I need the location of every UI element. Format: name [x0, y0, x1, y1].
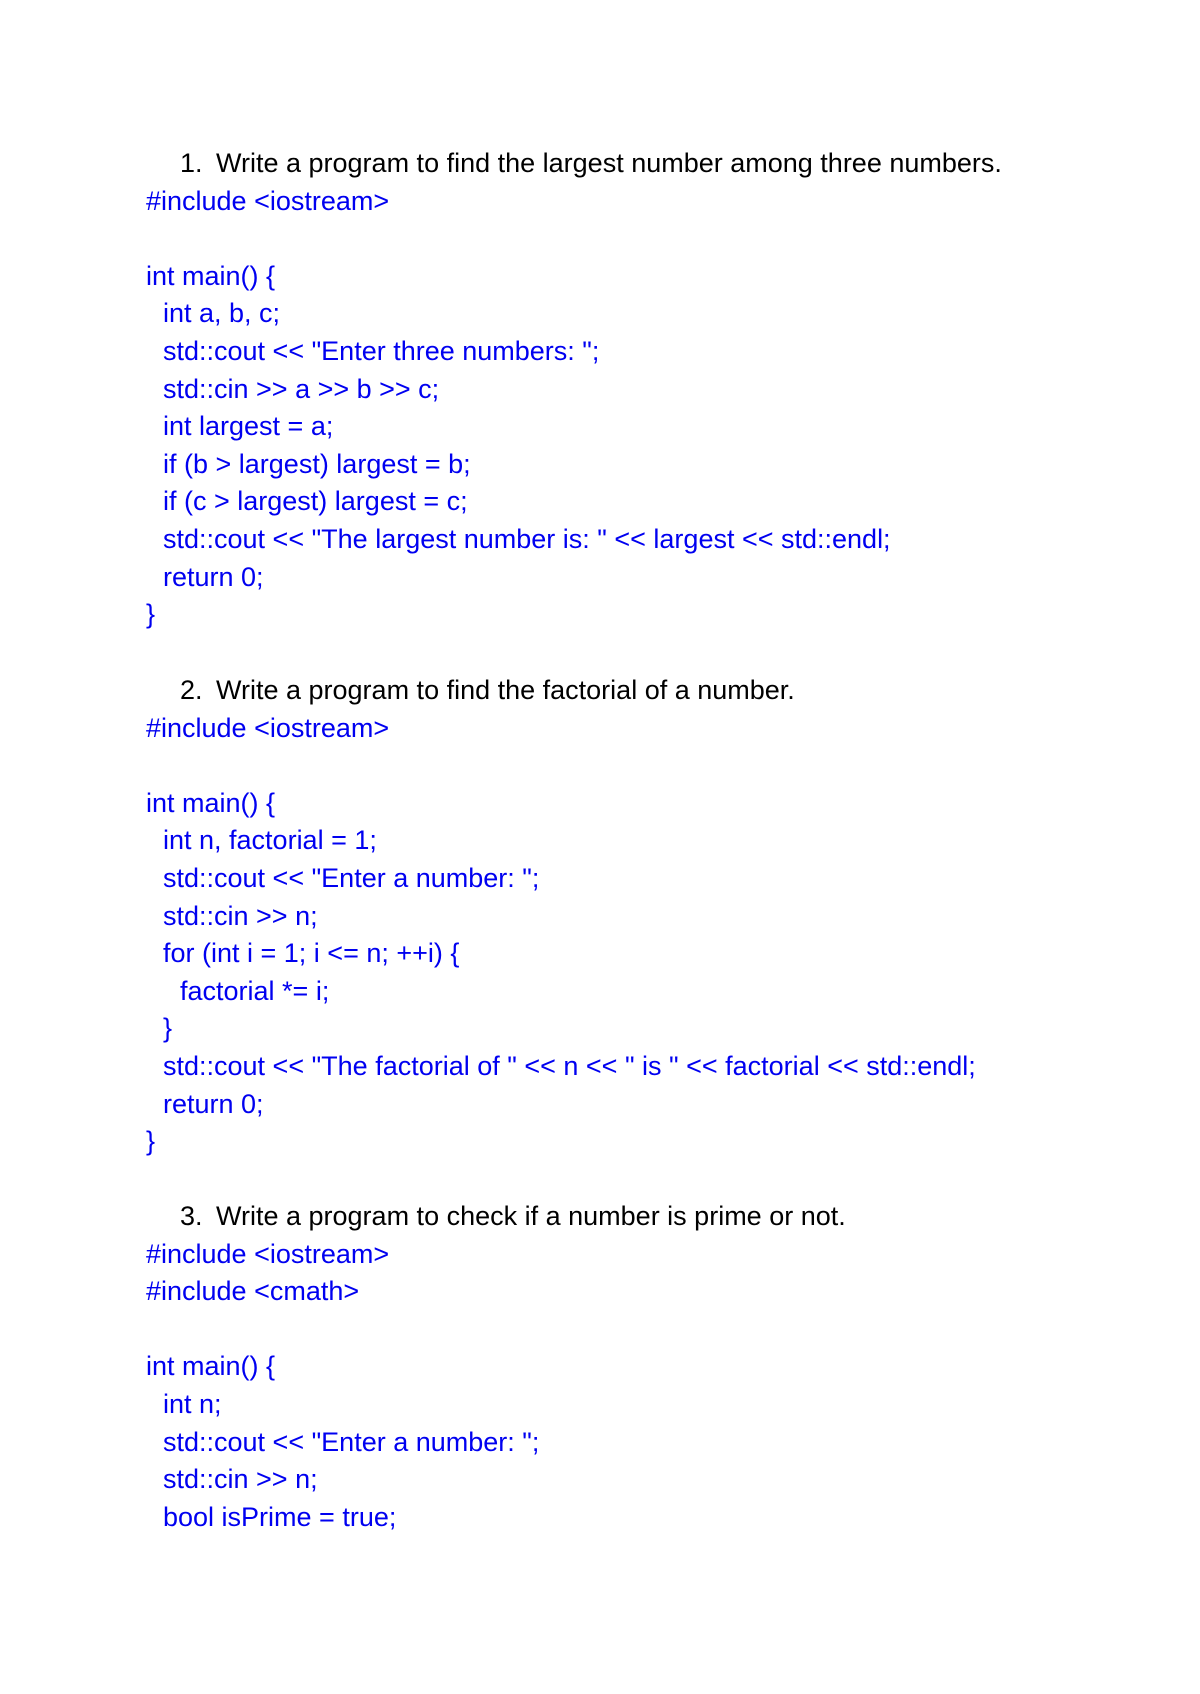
code-line: int n, factorial = 1;	[163, 825, 377, 856]
code-line: factorial *= i;	[180, 975, 330, 1006]
code-line: std::cout << "Enter a number: ";	[163, 862, 540, 893]
question-number: 1.	[180, 148, 203, 178]
code-line: int a, b, c;	[163, 298, 281, 329]
code-line: #include <iostream>	[146, 1238, 390, 1269]
code-line: #include <iostream>	[146, 185, 390, 216]
code-line: std::cout << "Enter a number: ";	[163, 1426, 540, 1457]
code-line: bool isPrime = true;	[163, 1501, 397, 1532]
blank-line	[146, 220, 1146, 258]
code-line: std::cout << "The factorial of " << n << " is " << factorial << std::endl;	[163, 1050, 976, 1081]
section-2	[146, 672, 1146, 1161]
section-1	[146, 145, 1146, 634]
question-number: 2.	[180, 675, 203, 705]
code-line: std::cin >> n;	[163, 900, 318, 931]
code-line: int largest = a;	[163, 411, 334, 442]
question-text: Write a program to find the largest number among three numbers.	[216, 148, 1002, 178]
question-number: 3.	[180, 1201, 203, 1231]
blank-line	[146, 1311, 1146, 1349]
code-line: }	[163, 1013, 173, 1044]
code-line: if (b > largest) largest = b;	[163, 448, 471, 479]
question-text: Write a program to find the factorial of a number.	[216, 675, 795, 705]
question-heading	[146, 1198, 1146, 1236]
code-line: std::cout << "The largest number is: " << largest << std::endl;	[163, 523, 891, 554]
question-text: Write a program to check if a number is prime or not.	[216, 1201, 846, 1231]
question-heading	[146, 145, 1146, 183]
question-heading	[146, 672, 1146, 710]
code-line: std::cin >> n;	[163, 1464, 318, 1495]
code-line: int main() {	[146, 260, 276, 291]
code-line: int main() {	[146, 787, 276, 818]
code-line: for (int i = 1; i <= n; ++i) {	[163, 938, 460, 969]
code-line: std::cin >> a >> b >> c;	[163, 373, 440, 404]
blank-line	[146, 747, 1146, 785]
code-line: return 0;	[163, 561, 264, 592]
code-line: int n;	[163, 1388, 222, 1419]
code-line: int main() {	[146, 1351, 276, 1382]
code-line: #include <iostream>	[146, 712, 390, 743]
code-line: #include <cmath>	[146, 1276, 360, 1307]
code-line: return 0;	[163, 1088, 264, 1119]
code-line: if (c > largest) largest = c;	[163, 486, 468, 517]
section-3	[146, 1198, 1146, 1536]
code-line: }	[146, 599, 156, 630]
code-line: }	[146, 1126, 156, 1157]
code-line: std::cout << "Enter three numbers: ";	[163, 335, 600, 366]
